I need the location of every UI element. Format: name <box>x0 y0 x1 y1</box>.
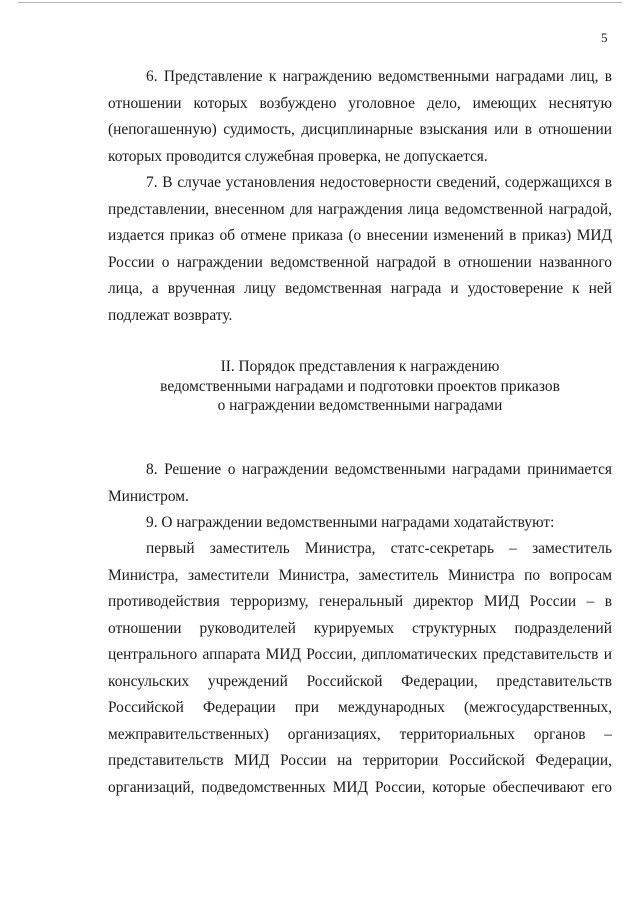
text-line: первый заместитель Министра, статс-секретарь – заместитель <box>146 540 612 557</box>
text-line: 7. В случае установления недостоверности сведений, содержащихся в <box>146 174 612 191</box>
paragraph-9-first-deputy <box>108 536 612 801</box>
text-line: 8. Решение о награждении ведомственными наградами принимается <box>146 461 612 478</box>
heading-line: II. Порядок представления к награждению <box>220 358 500 375</box>
text-line: (непогашенную) судимость, дисциплинарные взыскания или в отношении <box>108 121 612 138</box>
paragraph-6 <box>108 64 612 170</box>
text-line: отношении руководителей курируемых структурных подразделений <box>108 619 612 637</box>
text-line: 9. О награждении ведомственными наградами ходатайствуют: <box>146 514 555 531</box>
paragraph-8 <box>108 457 612 510</box>
text-line: межправительственных) организациях, территориальных органов – <box>108 725 612 743</box>
text-line: Министром. <box>108 487 189 505</box>
text-line: подлежат возврату. <box>108 306 233 324</box>
text-line: 6. Представление к награждению ведомственными наградами лиц, в <box>146 68 612 85</box>
page-number: 5 <box>601 30 608 45</box>
section-heading <box>108 357 612 416</box>
text-line: которых проводится служебная проверка, не допускается. <box>108 147 488 165</box>
text-line: Министра, заместители Министра, заместитель Министра по вопросам <box>108 566 612 584</box>
text-line: России о награждении ведомственной наградой в отношении названного <box>108 253 612 271</box>
text-line: представительств МИД России на территории Российской Федерации, <box>108 752 612 769</box>
top-border-line <box>18 2 622 3</box>
text-line: отношении которых возбуждено уголовное дело, имеющих неснятую <box>108 94 612 112</box>
text-line: представлении, внесенном для награждения лица ведомственной наградой, <box>108 200 612 218</box>
text-line: издается приказ об отмене приказа (о внесении изменений в приказ) МИД <box>108 227 612 244</box>
text-line: консульских учреждений Российской Федерации, представительств <box>108 672 612 690</box>
text-line: противодействия терроризму, генеральный директор МИД России – в <box>108 593 612 610</box>
text-line: лица, а врученная лицу ведомственная награда и удостоверение к ней <box>108 280 612 297</box>
text-line: Российской Федерации при международных (межгосударственных, <box>108 699 612 716</box>
heading-line: о награждении ведомственными наградами <box>217 397 503 414</box>
text-line: центрального аппарата МИД России, дипломатических представительств и <box>108 646 612 663</box>
paragraph-7 <box>108 170 612 329</box>
heading-line: ведомственными наградами и подготовки проектов приказов <box>160 377 560 395</box>
text-line: организаций, подведомственных МИД России, которые обеспечивают его <box>108 778 612 796</box>
paragraph-9 <box>108 510 612 537</box>
